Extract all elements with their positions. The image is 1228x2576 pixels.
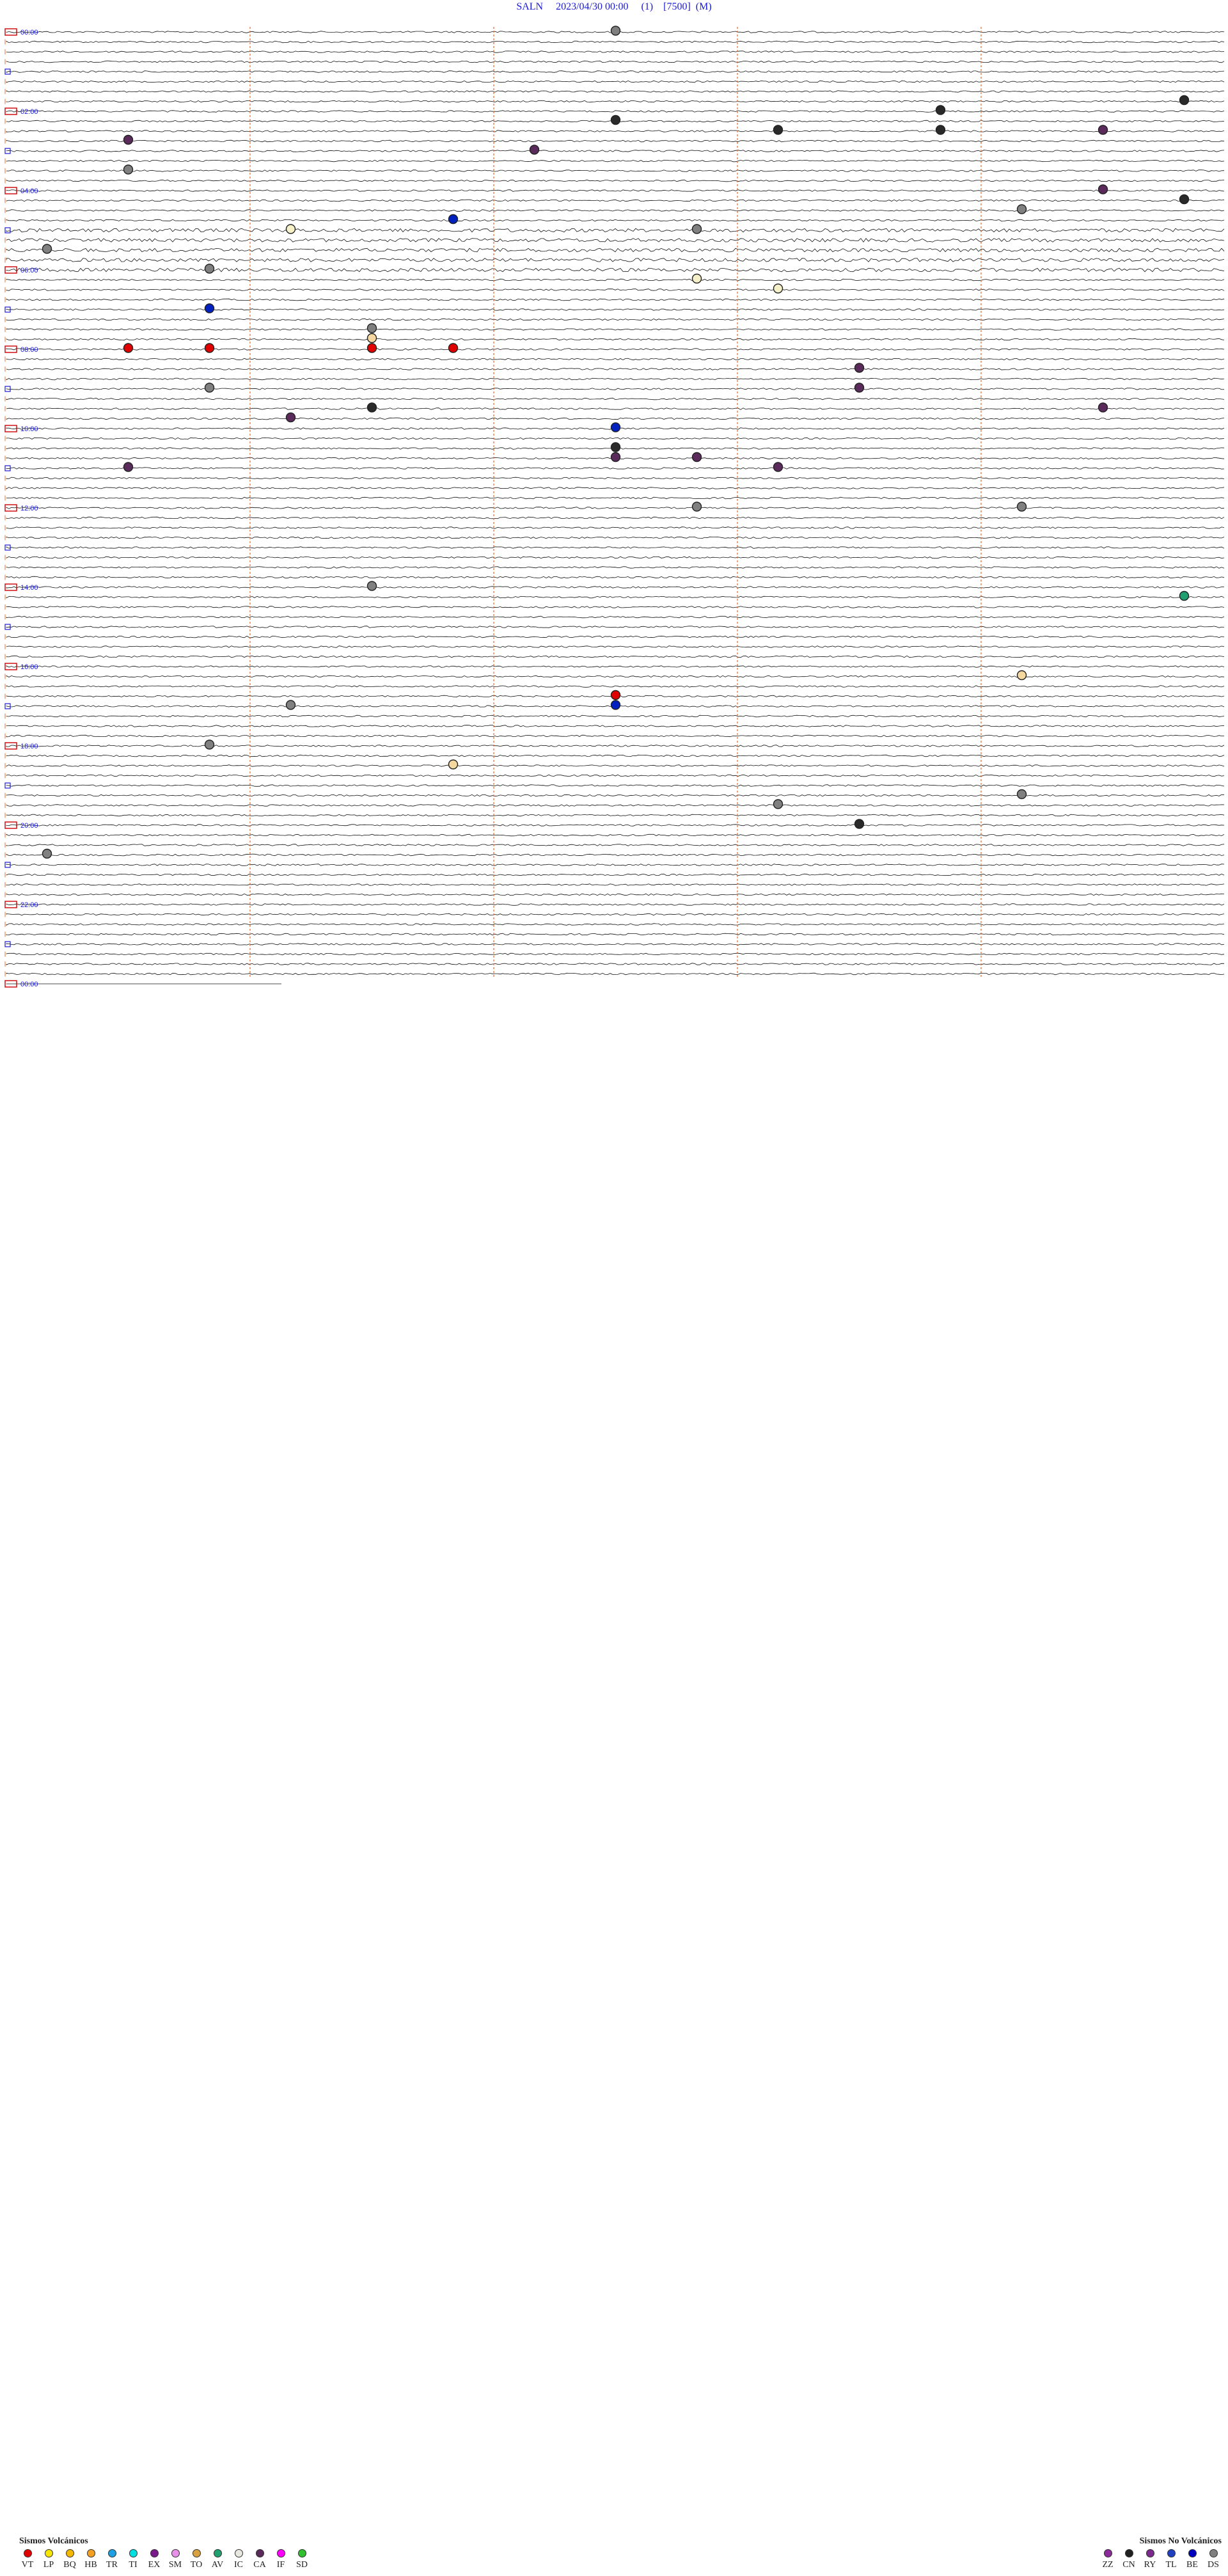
time-tick-label: 22:00	[20, 901, 38, 909]
event-marker	[611, 116, 620, 125]
trace-line	[6, 180, 1224, 182]
trace-line	[6, 228, 1224, 232]
hour-marker	[5, 228, 10, 233]
event-marker	[205, 344, 214, 352]
legend-item-tr	[104, 2549, 120, 2570]
event-marker	[124, 136, 133, 145]
legend-dot	[66, 2549, 74, 2557]
event-markers	[43, 26, 1189, 858]
legend-item-to	[188, 2549, 205, 2570]
event-marker	[611, 26, 620, 35]
time-tick-label: 00:00	[20, 29, 38, 36]
trace-line	[6, 398, 1224, 400]
scale-label: [7500]	[663, 1, 691, 12]
trace-line	[6, 913, 1224, 915]
legend-dot	[171, 2549, 180, 2557]
time-tick-label: 18:00	[20, 743, 38, 750]
event-marker	[287, 700, 295, 709]
legend-non-volcanic-items	[1099, 2549, 1222, 2570]
legend-item-ca	[251, 2549, 268, 2570]
legend-item-tl	[1163, 2549, 1179, 2570]
event-marker	[774, 462, 783, 471]
legend-item-if	[272, 2549, 289, 2570]
legend-item-lp	[40, 2549, 57, 2570]
legend-label: CN	[1122, 2560, 1135, 2570]
trace-line	[6, 289, 1224, 291]
trace-line	[6, 329, 1224, 331]
trace-line	[6, 41, 1224, 43]
trace-line	[6, 715, 1224, 717]
legend-item-av	[209, 2549, 226, 2570]
legend-label: LP	[43, 2560, 54, 2570]
legend-dot	[1188, 2549, 1197, 2557]
trace-lines	[6, 31, 1224, 984]
trace-line	[6, 71, 1224, 73]
legend-dot	[235, 2549, 243, 2557]
event-marker	[43, 244, 52, 253]
legend-label: IF	[276, 2560, 285, 2570]
event-marker	[936, 125, 945, 134]
legend-label: TO	[190, 2560, 203, 2570]
trace-line	[6, 268, 1224, 272]
trace-line	[6, 517, 1224, 519]
trace-line	[6, 894, 1224, 896]
legend-dot	[277, 2549, 285, 2557]
event-marker	[936, 106, 945, 115]
time-tick-label: 16:00	[20, 663, 38, 671]
trace-line	[6, 111, 1224, 113]
trace-line	[6, 686, 1224, 688]
trace-line	[6, 239, 1224, 242]
time-tick-label: 02:00	[20, 108, 38, 116]
trace-line	[6, 418, 1224, 420]
event-marker	[287, 413, 295, 422]
event-marker	[449, 215, 458, 224]
event-marker	[611, 443, 620, 452]
trace-line	[6, 477, 1224, 479]
trace-line	[6, 874, 1224, 876]
legend-dot	[1125, 2549, 1133, 2557]
trace-line	[6, 258, 1224, 262]
event-marker	[449, 760, 458, 769]
trace-line	[6, 468, 1224, 470]
event-marker	[1099, 403, 1108, 412]
legend-label: RY	[1144, 2560, 1156, 2570]
trace-line	[6, 765, 1224, 767]
trace-line	[6, 576, 1224, 578]
trace-line	[6, 785, 1224, 787]
legend-label: TR	[106, 2560, 118, 2570]
event-marker	[1018, 502, 1027, 511]
trace-line	[6, 190, 1224, 192]
trace-line	[6, 616, 1224, 618]
legend-dot	[214, 2549, 222, 2557]
trace-line	[6, 567, 1224, 569]
event-marker	[1018, 790, 1027, 799]
trace-line	[6, 587, 1224, 589]
legend-label: SD	[296, 2560, 308, 2570]
event-marker	[855, 383, 864, 392]
legend-dot	[1104, 2549, 1112, 2557]
trace-line	[6, 666, 1224, 668]
event-marker	[1099, 125, 1108, 134]
legend-dot	[87, 2549, 95, 2557]
trace-line	[6, 51, 1224, 53]
trace-line	[6, 884, 1224, 886]
event-marker	[693, 502, 702, 511]
trace-line	[6, 497, 1224, 499]
trace-line	[6, 973, 1224, 975]
legend-item-be	[1184, 2549, 1200, 2570]
event-marker	[43, 849, 52, 858]
trace-line	[6, 319, 1224, 320]
time-tick-label: 06:00	[20, 267, 38, 274]
mode-label: (M)	[695, 1, 712, 12]
trace-line	[6, 775, 1224, 777]
event-marker	[368, 403, 377, 412]
event-marker	[205, 740, 214, 749]
event-marker	[368, 334, 377, 343]
trace-line	[6, 656, 1224, 658]
trace-line	[6, 933, 1224, 935]
legend-dot	[193, 2549, 201, 2557]
event-marker	[530, 145, 539, 154]
trace-line	[6, 904, 1224, 906]
legend-label: DS	[1208, 2560, 1219, 2570]
legend-item-bq	[61, 2549, 78, 2570]
event-marker	[287, 225, 295, 233]
legend-label: BE	[1186, 2560, 1198, 2570]
legend-label: SM	[168, 2560, 182, 2570]
legend-dot	[108, 2549, 116, 2557]
legend-label: IC	[234, 2560, 243, 2570]
event-marker	[205, 383, 214, 392]
event-marker	[774, 284, 783, 293]
trace-line	[6, 676, 1224, 677]
trace-line	[6, 100, 1224, 102]
trace-line	[6, 219, 1224, 221]
trace-line	[6, 160, 1224, 162]
legend-item-ex	[146, 2549, 162, 2570]
trace-line	[6, 725, 1224, 727]
trace-line	[6, 248, 1224, 252]
legend-label: ZZ	[1102, 2560, 1114, 2570]
trace-line	[6, 557, 1224, 558]
trace-line	[6, 279, 1224, 281]
legend-label: AV	[211, 2560, 224, 2570]
trace-line	[6, 864, 1224, 866]
time-tick-label: 08:00	[20, 346, 38, 354]
legend-item-vt	[19, 2549, 36, 2570]
event-marker	[368, 581, 377, 590]
trace-line	[6, 944, 1224, 945]
legend-volcanic-title: Sismos Volcánicos	[19, 2536, 88, 2546]
time-tick-label: 10:00	[20, 425, 38, 433]
event-marker	[611, 423, 620, 432]
trace-line	[6, 408, 1224, 410]
station-label: SALN	[516, 1, 544, 12]
trace-line	[6, 834, 1224, 836]
event-marker	[855, 363, 864, 372]
trace-line	[6, 309, 1224, 311]
event-marker	[124, 462, 133, 471]
legend-item-zz	[1099, 2549, 1116, 2570]
legend-item-cn	[1121, 2549, 1137, 2570]
trace-line	[6, 735, 1224, 737]
trace-line	[6, 487, 1224, 489]
trace-line	[6, 438, 1224, 439]
channel-label: (1)	[641, 1, 654, 12]
legend-non-volcanic	[1099, 2536, 1222, 2570]
legend-label: CA	[253, 2560, 266, 2570]
legend-dot	[298, 2549, 306, 2557]
event-marker	[611, 453, 620, 462]
trace-line	[6, 299, 1224, 301]
trace-line	[6, 844, 1224, 846]
legend-dot	[1146, 2549, 1154, 2557]
trace-line	[6, 805, 1224, 807]
trace-line	[6, 963, 1224, 965]
trace-line	[6, 646, 1224, 648]
trace-line	[6, 81, 1224, 83]
event-marker	[368, 344, 377, 352]
time-tick-label: 04:00	[20, 187, 38, 195]
trace-line	[6, 349, 1224, 351]
event-marker	[1018, 205, 1027, 214]
event-marker	[693, 274, 702, 283]
event-marker	[855, 819, 864, 828]
event-marker	[205, 304, 214, 313]
trace-line	[6, 150, 1224, 152]
trace-line	[6, 170, 1224, 172]
event-marker	[368, 324, 377, 333]
legend-dot	[150, 2549, 159, 2557]
legend-label: VT	[21, 2560, 34, 2570]
trace-line	[6, 91, 1224, 93]
legend-non-volcanic-title: Sismos No Volcánicos	[1139, 2536, 1222, 2546]
trace-line	[6, 596, 1224, 598]
event-marker	[693, 225, 702, 233]
legend-dot	[1167, 2549, 1176, 2557]
trace-line	[6, 368, 1224, 370]
time-tick-label: 12:00	[20, 505, 38, 512]
legend-dot	[45, 2549, 53, 2557]
trace-line	[6, 547, 1224, 549]
trace-line	[6, 814, 1224, 816]
event-marker	[611, 691, 620, 700]
trace-line	[6, 61, 1224, 63]
trace-line	[6, 606, 1224, 608]
event-marker	[1180, 592, 1189, 601]
event-marker	[693, 453, 702, 462]
event-marker	[774, 125, 783, 134]
trace-line	[6, 358, 1224, 360]
trace-line	[6, 527, 1224, 529]
datetime-label: 2023/04/30 00:00	[556, 1, 629, 12]
event-marker	[449, 344, 458, 352]
legend-item-ds	[1205, 2549, 1222, 2570]
time-labels	[5, 29, 38, 988]
time-tick-label: 00:00	[20, 981, 38, 988]
legend-item-ic	[230, 2549, 247, 2570]
legend-volcanic	[19, 2536, 310, 2570]
legend-item-sd	[294, 2549, 310, 2570]
trace-line	[6, 130, 1224, 132]
trace-line	[6, 745, 1224, 747]
legend-label: TL	[1165, 2560, 1177, 2570]
trace-line	[6, 636, 1224, 638]
legend-item-sm	[167, 2549, 184, 2570]
legend-label: EX	[148, 2560, 161, 2570]
trace-line	[6, 924, 1224, 926]
event-marker	[1180, 96, 1189, 105]
event-marker	[1099, 185, 1108, 194]
legend-label: BQ	[63, 2560, 76, 2570]
legend-volcanic-items	[19, 2549, 310, 2570]
event-marker	[124, 344, 133, 352]
trace-line	[6, 200, 1224, 201]
legend-label: HB	[84, 2560, 97, 2570]
legend-dot	[129, 2549, 138, 2557]
trace-line	[6, 338, 1224, 340]
trace-line	[6, 825, 1224, 826]
legend-label: TI	[129, 2560, 138, 2570]
event-marker	[774, 800, 783, 809]
legend-dot	[1209, 2549, 1218, 2557]
trace-line	[6, 378, 1224, 380]
trace-line	[6, 210, 1224, 212]
event-marker	[205, 264, 214, 273]
legend-item-ry	[1142, 2549, 1158, 2570]
time-tick-label: 14:00	[20, 584, 38, 592]
legend-item-ti	[125, 2549, 141, 2570]
event-marker	[124, 165, 133, 174]
trace-line	[6, 140, 1224, 142]
trace-line	[6, 626, 1224, 628]
trace-line	[6, 537, 1224, 539]
trace-line	[6, 507, 1224, 509]
legend-dot	[24, 2549, 32, 2557]
legend-dot	[256, 2549, 264, 2557]
trace-line	[6, 755, 1224, 757]
trace-line	[6, 953, 1224, 955]
event-marker	[611, 700, 620, 709]
trace-line	[6, 388, 1224, 390]
time-tick-label: 20:00	[20, 822, 38, 830]
trace-line	[6, 854, 1224, 856]
event-marker	[1180, 195, 1189, 204]
event-marker	[1018, 671, 1027, 680]
legend-item-hb	[83, 2549, 99, 2570]
trace-line	[6, 794, 1224, 796]
